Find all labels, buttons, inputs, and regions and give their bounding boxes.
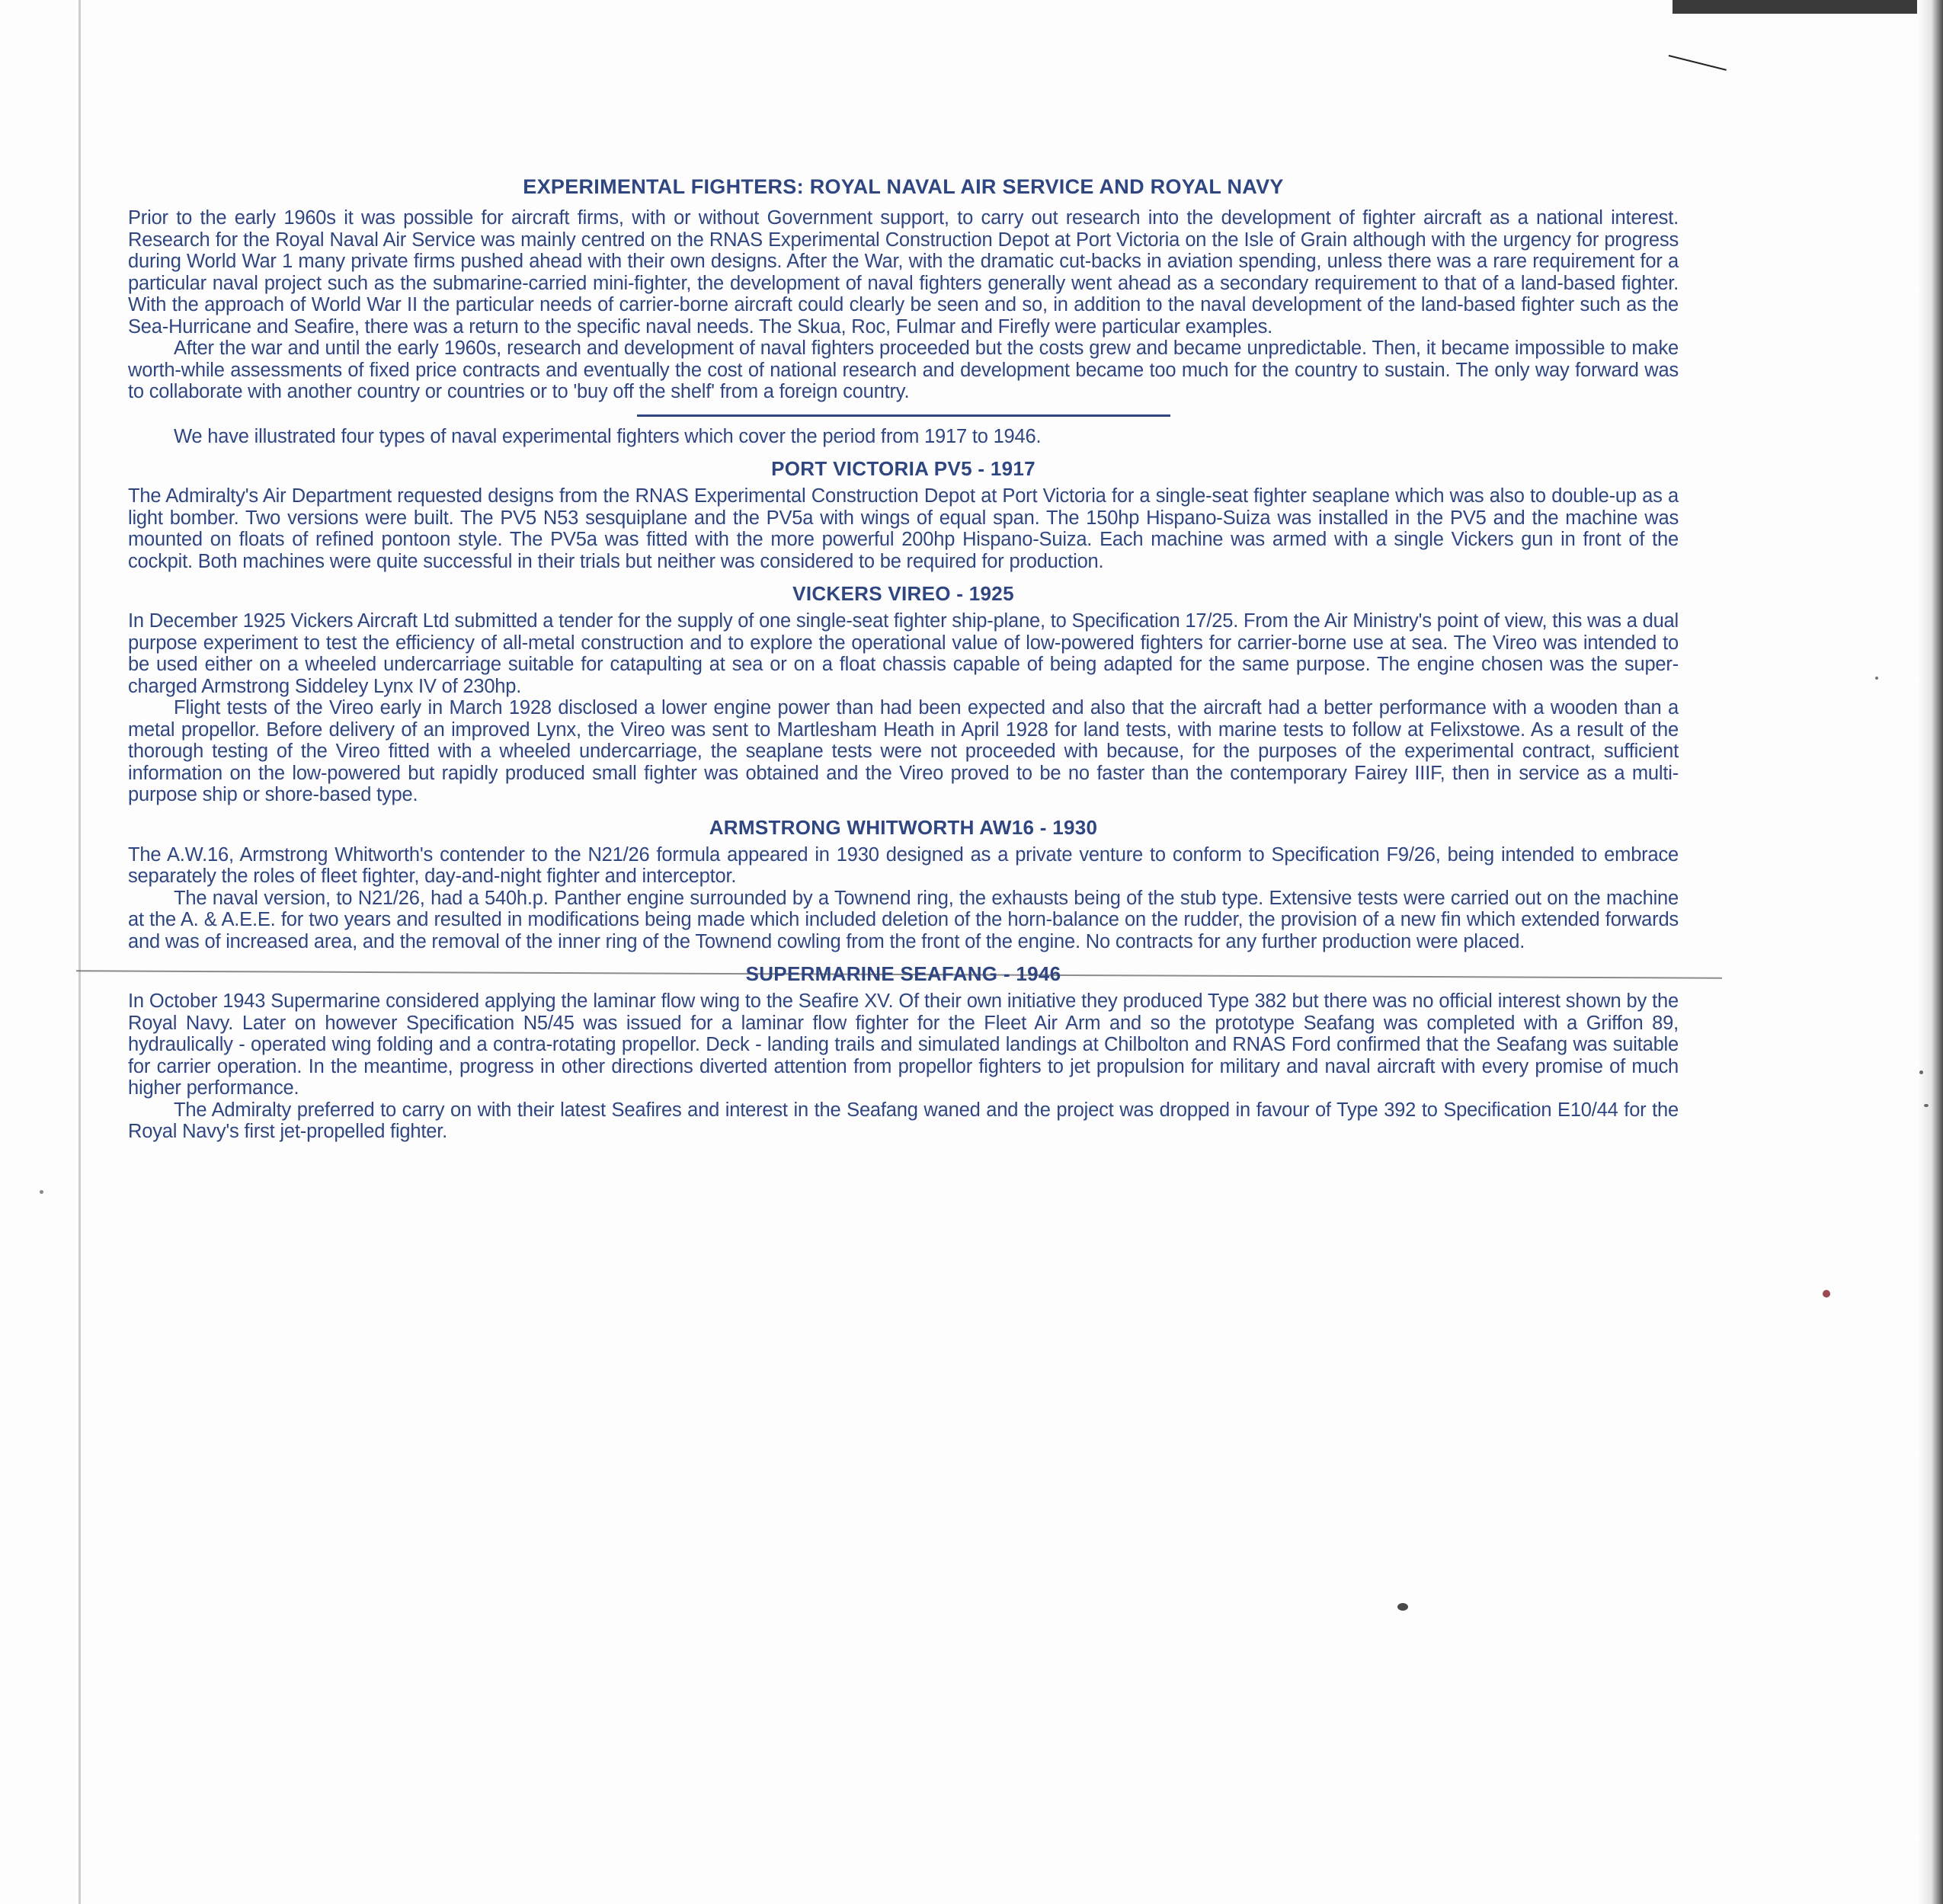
port-victoria-paragraph-1: The Admiralty's Air Department requested designs from the RNAS Experimental Construction Depot at Port Victoria for a single-seat fighter seaplane which was also to double-up as a light bomber. Two versions were built. The PV5 N53 sesquiplane and the PV5a with wings of equal span. The 150hp Hispano-Suiza was installed in the PV5 and the machine was mounted on floats of refined pontoon style. The PV5a was fitted with the more powerful 200hp Hispano-Suiza. Each machine was armed with a single Vickers gun in front of the cockpit. Both machines were quite successful in their trials but neither was considered to be required for production.	[128, 485, 1679, 572]
section-heading-vickers-vireo: VICKERS VIREO - 1925	[792, 582, 1014, 605]
section-heading-port-victoria: PORT VICTORIA PV5 - 1917	[771, 457, 1036, 480]
section-heading-armstrong-whitworth: ARMSTRONG WHITWORTH AW16 - 1930	[709, 815, 1098, 839]
paper-speck	[1875, 677, 1878, 680]
page-right-edge	[1917, 0, 1943, 1904]
section-divider	[637, 414, 1170, 417]
supermarine-seafang-paragraph-1: In October 1943 Supermarine considered applying the laminar flow wing to the Seafire XV. Of their own initiative they produced Type 382 but there was no official interest shown by the Royal Navy. Later on however Specification N5/45 was issued for a laminar flow fighter for the Fleet Air Arm and so the prototype Seafang was completed with a Griffon 89, hydraulically - operated wing folding and a contra-rotating propellor. Deck - landing trails and simulated landings at Chilbolton and RNAS Ford confirmed that the Seafang was suitable for carrier operation. In the meantime, progress in other directions diverted attention from propellor fighters to jet propulsion for military and naval aircraft with every promise of much higher performance.	[128, 990, 1679, 1099]
armstrong-whitworth-paragraph-1: The A.W.16, Armstrong Whitworth's contender to the N21/26 formula appeared in 1930 designed as a private venture to conform to Specification F9/26, being intended to embrace separately the roles of fleet fighter, day-and-night fighter and interceptor.	[128, 843, 1679, 887]
supermarine-seafang-paragraph-2: The Admiralty preferred to carry on with their latest Seafires and interest in the Seafang waned and the project was dropped in favour of Type 392 to Specification E10/44 for the Royal Navy's first jet-propelled fighter.	[128, 1099, 1679, 1142]
paper-speck	[1397, 1603, 1408, 1611]
paper-speck	[40, 1190, 43, 1194]
section-heading-supermarine-seafang: SUPERMARINE SEAFANG - 1946	[745, 962, 1061, 985]
paper-speck	[1919, 1070, 1923, 1074]
paper-speck	[1823, 1290, 1830, 1298]
intro-paragraph-2: After the war and until the early 1960s, research and development of naval fighters proceeded but the costs grew and became unpredictable. Then, it became impossible to make worth-while assessments of fixed price contracts and eventually the cost of national research and development became too much for the country to sustain. The only way forward was to collaborate with another country or countries or to 'buy off the shelf' from a foreign country.	[128, 338, 1679, 402]
vickers-vireo-paragraph-1: In December 1925 Vickers Aircraft Ltd submitted a tender for the supply of one single-seat fighter ship-plane, to Specification 17/25. From the Air Ministry's point of view, this was a dual purpose experiment to test the efficiency of all-metal construction and to explore the operational value of low-powered fighters for carrier-borne use at sea. The Vireo was intended to be used either on a wheeled undercarriage suitable for catapulting at sea or on a float chassis capable of being adapted for the same purpose. The engine chosen was the super-charged Armstrong Siddeley Lynx IV of 230hp.	[128, 610, 1679, 697]
summary-paragraph: We have illustrated four types of naval experimental fighters which cover the period from 1917 to 1946.	[174, 425, 1042, 447]
vickers-vireo-paragraph-2: Flight tests of the Vireo early in March 1928 disclosed a lower engine power than had been expected and also that the aircraft had a better performance with a wooden than a metal propellor. Before delivery of an improved Lynx, the Vireo was sent to Martlesham Heath in April 1928 for land tests, with marine tests to follow at Felixstowe. As a result of the thorough testing of the Vireo fitted with a wheeled undercarriage, the seaplane tests were not proceeded with because, for the purposes of the experimental contract, sufficient information on the low-powered but rapidly produced small fighter was obtained and the Vireo proved to be no faster than the contemporary Fairey IIIF, then in service as a multi-purpose ship or shore-based type.	[128, 697, 1679, 805]
scan-shadow	[1673, 0, 1943, 14]
document-title: EXPERIMENTAL FIGHTERS: ROYAL NAVAL AIR SERVICE AND ROYAL NAVY	[523, 175, 1284, 198]
paper-speck	[1924, 1104, 1929, 1107]
document-body	[128, 174, 1679, 1143]
page-left-edge	[78, 0, 81, 1904]
paper-scratch	[1669, 55, 1727, 71]
armstrong-whitworth-paragraph-2: The naval version, to N21/26, had a 540h.p. Panther engine surrounded by a Townend ring, the exhausts being of the stub type. Extensive tests were carried out on the machine at the A. & A.E.E. for two years and resulted in modifications being made which included deletion of the horn-balance on the rudder, the provision of a new fin which extended forwards and was of increased area, and the removal of the inner ring of the Townend cowling from the front of the engine. No contracts for any further production were placed.	[128, 887, 1679, 952]
intro-paragraph-1: Prior to the early 1960s it was possible for aircraft firms, with or without Government support, to carry out research into the development of fighter aircraft as a national interest. Research for the Royal Naval Air Service was mainly centred on the RNAS Experimental Construction Depot at Port Victoria on the Isle of Grain although with the urgency for progress during World War 1 many private firms pushed ahead with their own designs. After the War, with the dramatic cut-backs in aviation spending, unless there was a rare requirement for a particular naval project such as the submarine-carried mini-fighter, the development of naval fighters generally went ahead as a secondary requirement to that of a land-based fighter. With the approach of World War II the particular needs of carrier-borne aircraft could clearly be seen and so, in addition to the naval development of the land-based fighter such as the Sea-Hurricane and Seafire, there was a return to the specific naval needs. The Skua, Roc, Fulmar and Firefly were particular examples.	[128, 207, 1679, 338]
